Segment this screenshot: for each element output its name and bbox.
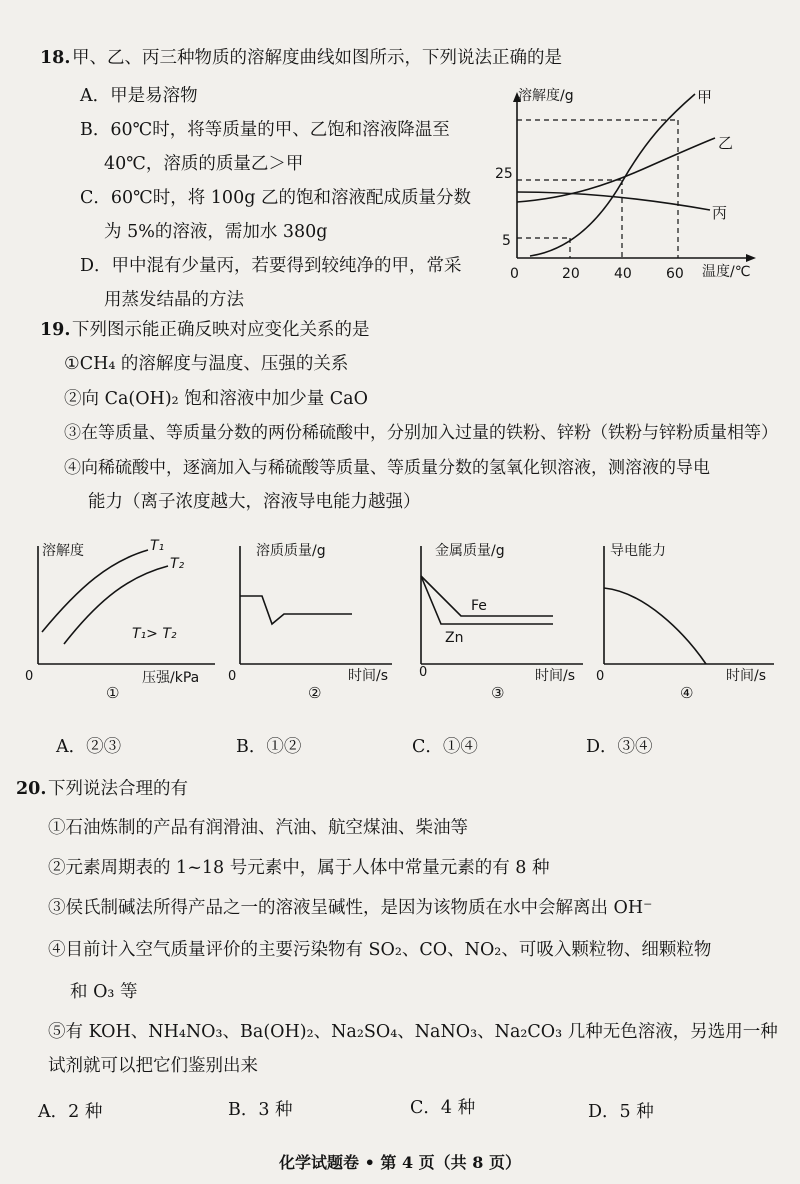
g1-label-t2: T₂ [170, 556, 185, 572]
q20-option-d: D．5 种 [588, 1102, 654, 1122]
q18-origin: 0 [510, 266, 519, 282]
q18-xtick-20: 20 [562, 266, 580, 282]
q19-option-b: B．①② [236, 737, 302, 757]
q19-graph-1 [20, 536, 220, 706]
g4-caption: ④ [680, 684, 694, 702]
g3-label-fe: Fe [471, 598, 487, 614]
q20-number: 20. [16, 779, 47, 799]
q18-option-b-line1: B．60℃时，将等质量的甲、乙饱和溶液降温至 [80, 120, 450, 140]
g1-label-condition: T₁> T₂ [132, 626, 177, 642]
q20-item-5-line2: 试剂就可以把它们鉴别出来 [48, 1056, 258, 1076]
q18-ytick-5: 5 [502, 233, 511, 249]
q20-item-4-line1: ④目前计入空气质量评价的主要污染物有 SO₂、CO、NO₂、可吸入颗粒物、细颗粒物 [48, 940, 712, 960]
q18-solubility-graph [490, 80, 790, 290]
q19-item-2: ②向 Ca(OH)₂ 饱和溶液中加少量 CaO [64, 389, 368, 409]
label-jia: 甲 [697, 88, 713, 106]
g1-label-t1: T₁ [150, 538, 165, 554]
g1-caption: ① [106, 684, 120, 702]
q19-graph-2 [222, 536, 402, 706]
g4-ylabel: 导电能力 [610, 543, 666, 559]
q18-option-a: A．甲是易溶物 [80, 86, 198, 106]
g3-xlabel: 时间/s [535, 668, 576, 684]
g3-origin: 0 [419, 665, 428, 680]
q18-option-c-line2: 为 5%的溶液，需加水 380g [104, 222, 328, 242]
q18-stem: 甲、乙、丙三种物质的溶解度曲线如图所示，下列说法正确的是 [72, 48, 562, 68]
q20-item-2: ②元素周期表的 1~18 号元素中，属于人体中常量元素的有 8 种 [48, 858, 550, 878]
curve-jia [530, 94, 695, 256]
q19-graph-3 [405, 536, 590, 706]
q20-stem: 下列说法合理的有 [48, 779, 188, 799]
q18-option-c-line1: C．60℃时，将 100g 乙的饱和溶液配成质量分数 [80, 188, 471, 208]
label-yi: 乙 [718, 134, 734, 152]
q18-ytick-25: 25 [495, 166, 513, 182]
q20-option-a: A．2 种 [38, 1102, 103, 1122]
g4-origin: 0 [596, 669, 605, 684]
q18-ylabel: 溶解度/g [518, 88, 574, 104]
q19-item-1: ①CH₄ 的溶解度与温度、压强的关系 [64, 354, 349, 374]
g3-ylabel: 金属质量/g [435, 543, 505, 559]
q18-xlabel: 温度/℃ [702, 264, 751, 280]
g3-label-zn: Zn [445, 630, 464, 646]
q19-graph-4 [594, 536, 784, 706]
g2-caption: ② [308, 684, 322, 702]
q19-stem: 下列图示能正确反映对应变化关系的是 [72, 320, 370, 340]
q20-item-3: ③侯氏制碱法所得产品之一的溶液呈碱性，是因为该物质在水中会解离出 OH⁻ [48, 898, 653, 918]
g2-curve [240, 596, 352, 624]
g4-curve [604, 588, 706, 664]
q19-option-d: D．③④ [586, 737, 653, 757]
q19-item-4-line1: ④向稀硫酸中，逐滴加入与稀硫酸等质量、等质量分数的氢氧化钡溶液，测溶液的导电 [64, 458, 710, 478]
q19-item-3: ③在等质量、等质量分数的两份稀硫酸中，分别加入过量的铁粉、锌粉（铁粉与锌粉质量相等） [64, 423, 778, 443]
label-bing: 丙 [712, 204, 728, 222]
q20-item-4-line2: 和 O₃ 等 [70, 982, 138, 1002]
q19-option-c: C．①④ [412, 737, 478, 757]
q18-xtick-40: 40 [614, 266, 632, 282]
q20-option-b: B．3 种 [228, 1100, 293, 1120]
g1-origin: 0 [25, 669, 34, 684]
q20-item-1: ①石油炼制的产品有润滑油、汽油、航空煤油、柴油等 [48, 818, 468, 838]
g2-ylabel: 溶质质量/g [256, 543, 326, 559]
q20-item-5-line1: ⑤有 KOH、NH₄NO₃、Ba(OH)₂、Na₂SO₄、NaNO₃、Na₂CO₃ 几种无色溶液，另选用一种 [48, 1022, 778, 1042]
q19-number: 19. [40, 320, 71, 340]
g1-ylabel: 溶解度 [42, 543, 84, 559]
page-footer: 化学试题卷 • 第 4 页（共 8 页） [279, 1153, 521, 1172]
g1-curve-t1 [42, 550, 148, 632]
q18-option-b-line2: 40℃，溶质的质量乙＞甲 [104, 154, 304, 174]
g2-xlabel: 时间/s [348, 668, 389, 684]
g3-caption: ③ [491, 684, 505, 702]
q18-option-d-line2: 用蒸发结晶的方法 [104, 290, 244, 310]
x-axis-arrow [746, 254, 756, 262]
q20-option-c: C．4 种 [410, 1098, 476, 1118]
q18-number: 18. [40, 48, 71, 68]
q18-option-d-line1: D．甲中混有少量丙，若要得到较纯净的甲，常采 [80, 256, 462, 276]
q19-item-4-line2: 能力（离子浓度越大，溶液导电能力越强） [88, 492, 421, 512]
q18-xtick-60: 60 [666, 266, 684, 282]
q19-option-a: A．②③ [56, 737, 122, 757]
g4-xlabel: 时间/s [726, 668, 767, 684]
g2-origin: 0 [228, 669, 237, 684]
g1-xlabel: 压强/kPa [142, 670, 200, 686]
g3-curve-fe [421, 576, 553, 616]
